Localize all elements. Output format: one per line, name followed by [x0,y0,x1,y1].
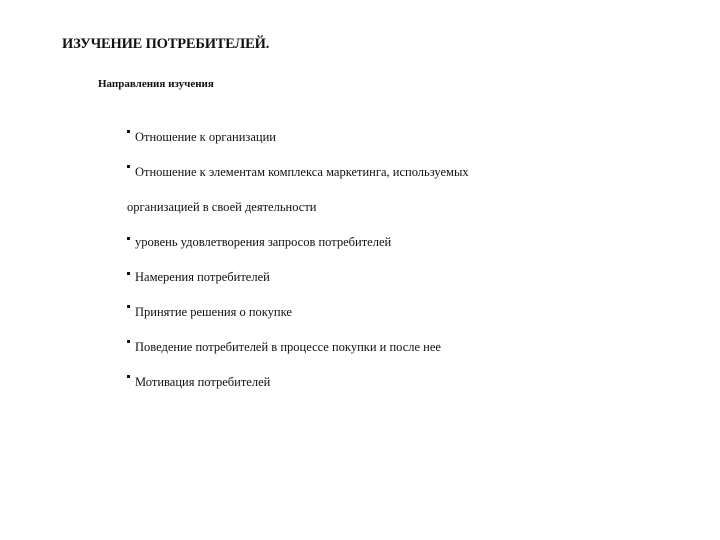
list-item-text: организацией в своей деятельности [127,200,317,214]
list-item-text: Поведение потребителей в процессе покупки и после нее [135,340,441,354]
list-item-text: уровень удовлетворения запросов потребителей [135,235,392,249]
list-item-text: Принятие решения о покупке [135,305,292,319]
list-item [127,266,647,301]
list-item [127,231,647,266]
list-item [127,336,647,371]
list-item-text: Намерения потребителей [135,270,270,284]
list-item-continuation [127,196,647,231]
bullet-icon [127,272,130,275]
list-item [127,371,647,406]
bullet-icon [127,237,130,240]
bullet-icon [127,375,130,378]
list-item [127,301,647,336]
bullet-icon [127,130,130,133]
bullet-icon [127,305,130,308]
bullet-icon [127,165,130,168]
bullet-icon [127,340,130,343]
list-item-text: Отношение к элементам комплекса маркетинга, используемых [135,165,469,179]
list-item [127,161,647,196]
directions-list [127,126,647,406]
list-item-text: Мотивация потребителей [135,375,271,389]
page-title: ИЗУЧЕНИЕ ПОТРЕБИТЕЛЕЙ. [62,36,270,52]
list-item [127,126,647,161]
list-item-text: Отношение к организации [135,130,276,144]
section-subtitle: Направления изучения [98,78,214,90]
